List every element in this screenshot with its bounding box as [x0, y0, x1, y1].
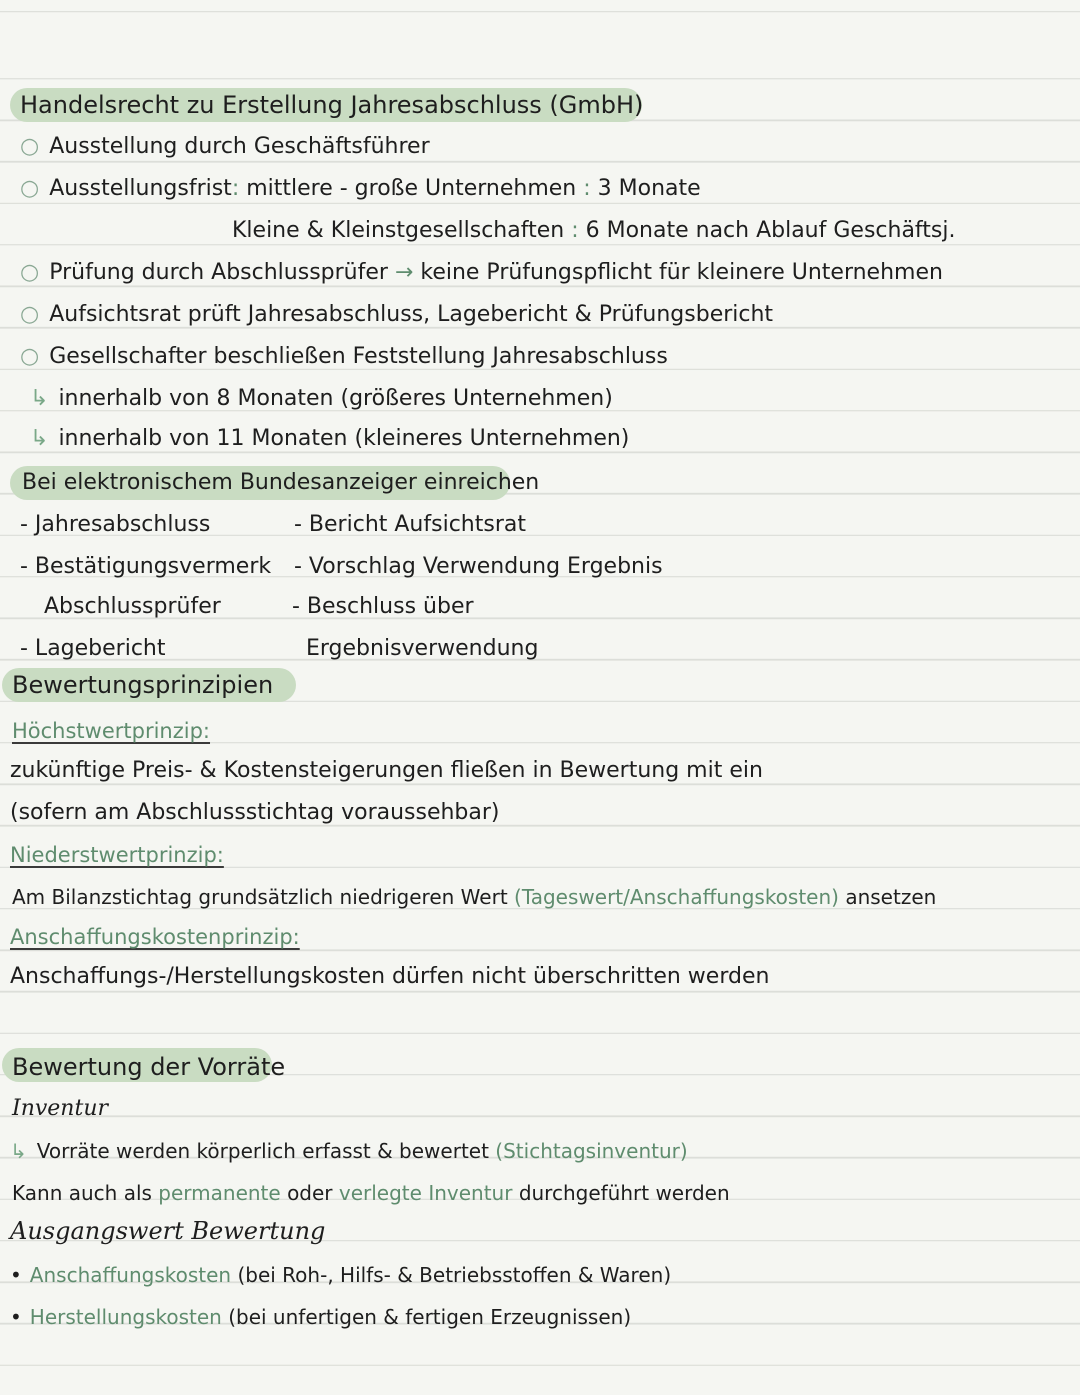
- bullet-icon: ○: [20, 134, 40, 159]
- list-item: - Lagebericht: [20, 636, 166, 661]
- bullet-icon: •: [10, 1305, 22, 1329]
- list-item: ○ Prüfung durch Abschlussprüfer → keine Prüfungspflicht für kleinere Unternehmen: [20, 260, 943, 285]
- list-item: ○ Ausstellungsfrist: mittlere - große Unternehmen : 3 Monate: [20, 176, 701, 201]
- list-item: - Bestätigungsvermerk: [20, 554, 272, 579]
- bullet-icon: ○: [20, 176, 40, 201]
- list-item: • Herstellungskosten (bei unfertigen & fertigen Erzeugnissen): [10, 1305, 632, 1329]
- arrow-return-icon: ↳: [30, 426, 49, 451]
- paragraph: zukünftige Preis- & Kostensteigerungen fließen in Bewertung mit ein: [10, 758, 763, 783]
- subheading-hoechstwertprinzip: Höchstwertprinzip:: [12, 719, 211, 743]
- list-item-continuation: Kleine & Kleinstgesellschaften : 6 Monate nach Ablauf Geschäftsj.: [232, 218, 956, 243]
- list-item-continuation: Abschlussprüfer: [44, 594, 221, 619]
- list-item: ○ Gesellschafter beschließen Feststellung Jahresabschluss: [20, 344, 668, 369]
- arrow-return-icon: ↳: [10, 1139, 27, 1163]
- list-item: ○ Ausstellung durch Geschäftsführer: [20, 134, 430, 159]
- list-item: • Anschaffungskosten (bei Roh-, Hilfs- & Betriebsstoffen & Waren): [10, 1263, 672, 1287]
- bullet-icon: ○: [20, 260, 40, 285]
- subheading-anschaffungskostenprinzip: Anschaffungskostenprinzip:: [10, 925, 300, 949]
- list-item: - Beschluss über: [292, 594, 474, 619]
- paragraph: Anschaffungs-/Herstellungskosten dürfen nicht überschritten werden: [10, 964, 770, 989]
- sub-item: ↳ Vorräte werden körperlich erfasst & bewertet (Stichtagsinventur): [10, 1139, 688, 1163]
- paragraph: Kann auch als permanente oder verlegte Inventur durchgeführt werden: [12, 1181, 730, 1205]
- subheading-niederstwertprinzip: Niederstwertprinzip:: [10, 843, 224, 867]
- paragraph: Am Bilanzstichtag grundsätzlich niedrigeren Wert (Tageswert/Anschaffungskosten) ansetzen: [12, 885, 937, 909]
- bullet-icon: ○: [20, 344, 40, 369]
- sub-item: ↳ innerhalb von 11 Monaten (kleineres Unternehmen): [30, 426, 630, 451]
- subheading-inventur: Inventur: [12, 1096, 109, 1121]
- list-item-continuation: Ergebnisverwendung: [306, 636, 539, 661]
- arrow-return-icon: ↳: [30, 386, 49, 411]
- arrow-right-icon: →: [387, 260, 421, 285]
- paragraph: (sofern am Abschlussstichtag voraussehbar): [10, 800, 500, 825]
- section-title-bundesanzeiger: Bei elektronischem Bundesanzeiger einreichen: [22, 470, 540, 495]
- section-title-bewertungsprinzipien: Bewertungsprinzipien: [12, 671, 274, 699]
- list-item: ○ Aufsichtsrat prüft Jahresabschluss, Lagebericht & Prüfungsbericht: [20, 302, 774, 327]
- sub-item: ↳ innerhalb von 8 Monaten (größeres Unternehmen): [30, 386, 613, 411]
- list-item: - Jahresabschluss: [20, 512, 211, 537]
- list-item: - Vorschlag Verwendung Ergebnis: [294, 554, 663, 579]
- subheading-ausgangswert: Ausgangswert Bewertung: [10, 1217, 326, 1245]
- bullet-icon: •: [10, 1263, 22, 1287]
- list-item: - Bericht Aufsichtsrat: [294, 512, 526, 537]
- bullet-icon: ○: [20, 302, 40, 327]
- section-title-handelsrecht: Handelsrecht zu Erstellung Jahresabschluss (GmbH): [20, 91, 644, 119]
- section-title-vorraete: Bewertung der Vorräte: [12, 1053, 286, 1081]
